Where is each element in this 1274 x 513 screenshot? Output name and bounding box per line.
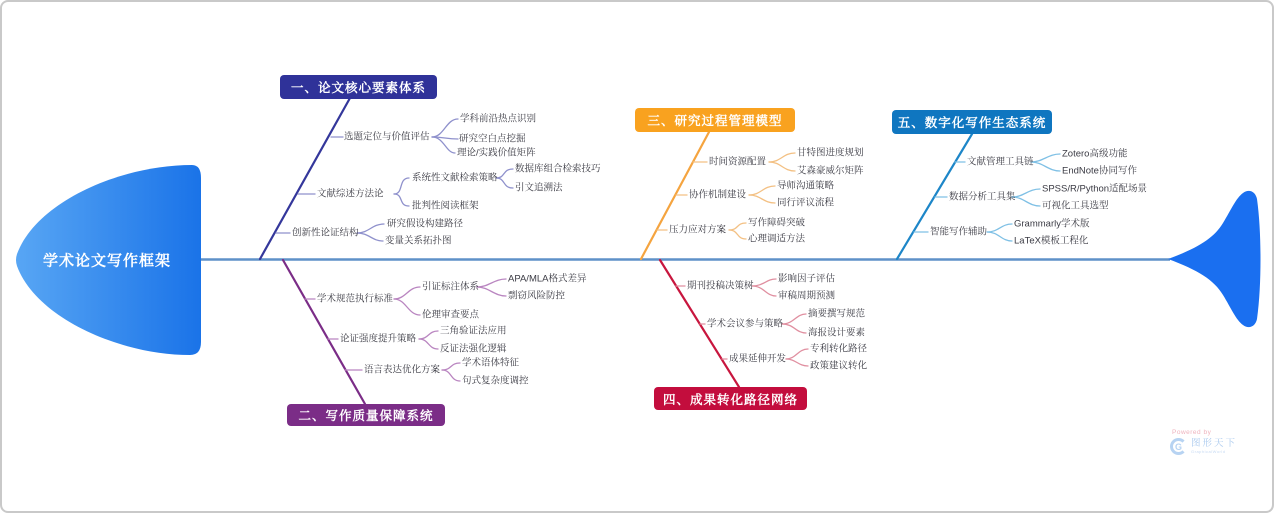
node-b5-i2-c1[interactable]: LaTeX模板工程化 xyxy=(1014,235,1089,247)
node-b5-i0-c1[interactable]: EndNote协同写作 xyxy=(1062,165,1137,177)
node-b2-i2[interactable]: 语言表达优化方案 xyxy=(364,364,441,376)
node-b5-i0-c0[interactable]: Zotero高级功能 xyxy=(1062,148,1128,160)
node-b4-i1[interactable]: 学术会议参与策略 xyxy=(707,318,784,330)
node-b1-i0-c2[interactable]: 理论/实践价值矩阵 xyxy=(457,147,536,159)
node-b5-i1-c1[interactable]: 可视化工具选型 xyxy=(1042,200,1109,212)
watermark-brand-sub: GraphicalWorld xyxy=(1191,448,1226,454)
node-b1-i1-c1[interactable]: 批判性阅读框架 xyxy=(412,200,479,212)
node-b2-i2-c0[interactable]: 学术语体特征 xyxy=(462,357,520,369)
node-b5-i1-c0[interactable]: SPSS/R/Python适配场景 xyxy=(1042,183,1148,195)
rib-branch2 xyxy=(283,260,365,404)
node-b1-i2[interactable]: 创新性论证结构 xyxy=(292,227,359,239)
node-b2-i0-c1[interactable]: 伦理审查要点 xyxy=(422,309,480,321)
node-b1-i0-c0[interactable]: 学科前沿热点识别 xyxy=(460,113,537,125)
node-b1-i2-c1[interactable]: 变量关系拓扑图 xyxy=(385,235,452,247)
node-b2-i1-c1[interactable]: 反证法强化逻辑 xyxy=(440,343,507,355)
branch3-title-box[interactable]: 三、研究过程管理模型 xyxy=(635,108,795,132)
fish-tail-shape xyxy=(1168,191,1261,327)
node-b1-i1-c0-g1[interactable]: 引文追溯法 xyxy=(515,182,563,194)
node-b4-i0-c0[interactable]: 影响因子评估 xyxy=(778,273,836,285)
diagram-title[interactable]: 学术论文写作框架 xyxy=(42,252,171,270)
node-b3-i0[interactable]: 时间资源配置 xyxy=(709,156,767,168)
node-b2-i0-c0-g0[interactable]: APA/MLA格式差异 xyxy=(508,273,587,285)
branch5-title-box[interactable]: 五、数字化写作生态系统 xyxy=(892,110,1052,134)
node-b5-i0[interactable]: 文献管理工具链 xyxy=(967,156,1034,168)
node-b3-i2-c0[interactable]: 写作障碍突破 xyxy=(748,217,806,229)
node-b1-i1-c0[interactable]: 系统性文献检索策略 xyxy=(412,172,498,184)
node-b3-i1-c0[interactable]: 导师沟通策略 xyxy=(777,180,835,192)
node-b2-i0-c0-g1[interactable]: 剽窃风险防控 xyxy=(508,290,566,302)
node-b1-i2-c0[interactable]: 研究假设构建路径 xyxy=(387,218,464,230)
node-b5-i2-c0[interactable]: Grammarly学术版 xyxy=(1014,218,1090,230)
node-b3-i0-c1[interactable]: 艾森豪威尔矩阵 xyxy=(797,165,864,177)
node-b3-i1[interactable]: 协作机制建设 xyxy=(689,189,747,201)
watermark-powered-by: Powered by xyxy=(1172,429,1212,436)
node-b4-i1-c0[interactable]: 摘要撰写规范 xyxy=(808,308,866,320)
node-b3-i0-c0[interactable]: 甘特图进度规划 xyxy=(797,147,864,159)
watermark xyxy=(1170,429,1250,455)
branch1-title-box[interactable]: 一、论文核心要素体系 xyxy=(280,75,437,99)
node-b4-i1-c1[interactable]: 海报设计要素 xyxy=(808,327,866,339)
node-b2-i0-c0[interactable]: 引证标注体系 xyxy=(422,281,480,293)
node-b1-i1[interactable]: 文献综述方法论 xyxy=(317,188,384,200)
node-b5-i1[interactable]: 数据分析工具集 xyxy=(949,191,1016,203)
node-b2-i2-c1[interactable]: 句式复杂度调控 xyxy=(462,375,529,387)
fishbone-lines xyxy=(2,2,1274,513)
node-b2-i1[interactable]: 论证强度提升策略 xyxy=(340,333,417,345)
node-b4-i0[interactable]: 期刊投稿决策树 xyxy=(687,280,754,292)
watermark-brand: 图形天下 xyxy=(1191,438,1238,450)
node-b4-i2[interactable]: 成果延伸开发 xyxy=(729,353,787,365)
node-b1-i0[interactable]: 选题定位与价值评估 xyxy=(344,131,430,143)
branch4-title-box[interactable]: 四、成果转化路径网络 xyxy=(654,387,807,410)
node-b2-i0[interactable]: 学术规范执行标准 xyxy=(317,293,394,305)
node-b4-i0-c1[interactable]: 审稿周期预测 xyxy=(778,290,836,302)
node-b1-i1-c0-g0[interactable]: 数据库组合检索技巧 xyxy=(515,163,601,175)
branch2-title-box[interactable]: 二、写作质量保障系统 xyxy=(287,404,445,426)
watermark-logo-icon: G xyxy=(1170,438,1187,455)
node-b1-i0-c1[interactable]: 研究空白点挖掘 xyxy=(459,133,526,145)
node-b4-i2-c0[interactable]: 专利转化路径 xyxy=(810,343,868,355)
node-b3-i1-c1[interactable]: 同行评议流程 xyxy=(777,197,835,209)
node-b2-i1-c0[interactable]: 三角验证法应用 xyxy=(440,325,507,337)
node-b4-i2-c1[interactable]: 政策建议转化 xyxy=(810,360,868,372)
node-b3-i2-c1[interactable]: 心理调适方法 xyxy=(748,233,806,245)
node-b3-i2[interactable]: 压力应对方案 xyxy=(669,224,727,236)
node-b5-i2[interactable]: 智能写作辅助 xyxy=(930,226,988,238)
